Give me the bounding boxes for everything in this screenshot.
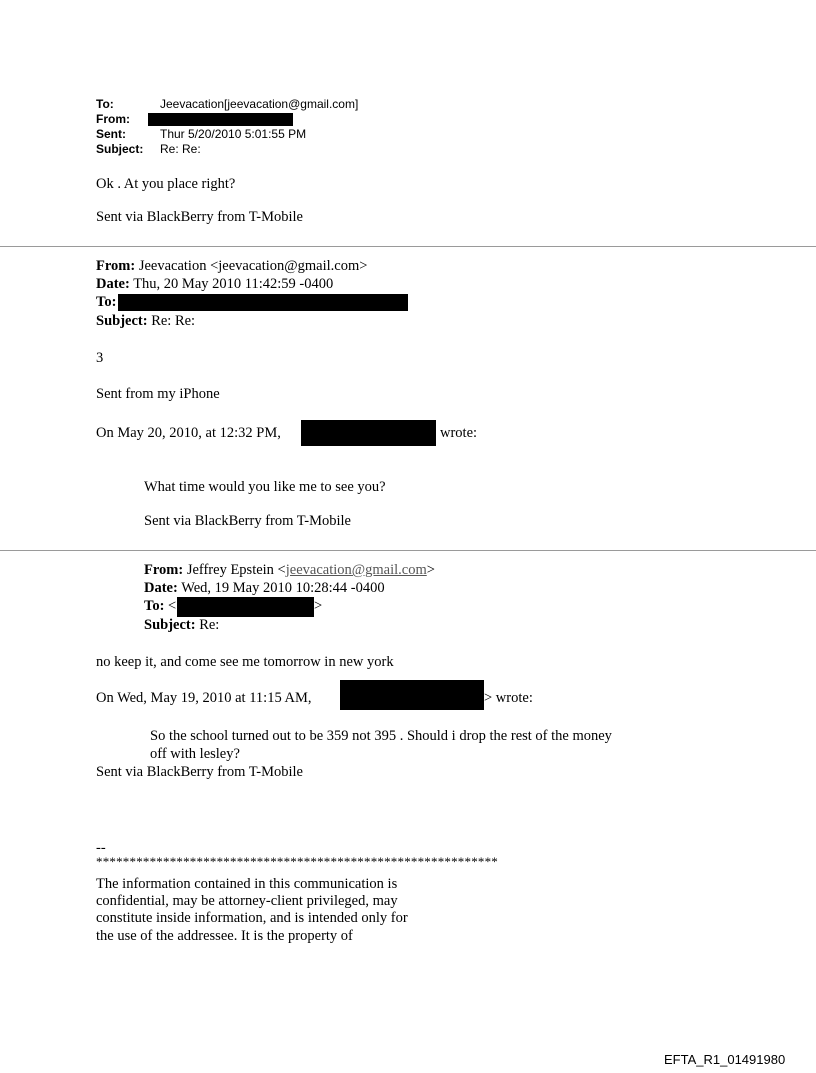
msg3-quote-intro-pre: On Wed, May 19, 2010 at 11:15 AM, [96,690,312,706]
disclaimer-line: constitute inside information, and is intended only for [96,910,408,926]
date-label: Date: [96,276,130,292]
document-id: EFTA_R1_01491980 [664,1052,786,1067]
msg3-signature: Sent via BlackBerry from T-Mobile [96,764,303,780]
to-label: To: [96,97,114,111]
from-label: From: [96,258,136,274]
sent-label: Sent: [96,127,126,141]
msg3-to-line [144,598,176,615]
msg3-quoted-line-2: off with lesley? [150,746,240,762]
msg2-quoted-signature: Sent via BlackBerry from T-Mobile [144,513,351,529]
msg2-date-line [96,276,333,293]
redaction-box [118,294,408,311]
subject-label: Subject: [144,617,196,633]
msg2-body: 3 [96,350,104,366]
from-label: From: [144,562,184,578]
redaction-box [177,597,314,617]
msg3-quoted-line-1: So the school turned out to be 359 not 395 . Should i drop the rest of the money [150,728,612,744]
msg1-subject-line [96,143,201,156]
subject-value: Re: Re: [151,313,196,329]
sent-value: Thur 5/20/2010 5:01:55 PM [160,127,307,141]
redaction-box [301,420,436,446]
msg3-date-line [144,580,385,597]
msg3-subject-line [144,617,219,634]
separator-rule [0,550,816,551]
subject-value: Re: Re: [160,142,201,156]
subject-value: Re: [199,617,220,633]
msg2-from-line [96,258,367,275]
from-close: > [426,562,435,578]
date-label: Date: [144,580,178,596]
redaction-box [148,113,293,126]
date-value: Wed, 19 May 2010 10:28:44 -0400 [181,580,385,596]
msg3-from-line [144,562,435,579]
from-label: From: [96,112,130,126]
disclaimer-line: The information contained in this communication is [96,876,398,892]
to-open: < [168,598,177,614]
msg3-body: no keep it, and come see me tomorrow in new york [96,654,394,670]
subject-label: Subject: [96,142,144,156]
to-label: To: [144,598,165,614]
msg1-to-line [96,98,358,111]
msg1-signature: Sent via BlackBerry from T-Mobile [96,209,303,225]
asterisk-divider: ************************************************************ [96,854,498,869]
subject-label: Subject: [96,313,148,329]
disclaimer-line: the use of the addressee. It is the property of [96,928,353,944]
signature-dashes: -- [96,840,106,856]
to-value: Jeevacation[jeevacation@gmail.com] [160,97,359,111]
msg2-quote-intro-post: wrote: [440,425,478,441]
separator-rule [0,246,816,247]
from-email-link[interactable]: jeevacation@gmail.com [285,562,427,578]
msg1-sent-line [96,128,306,141]
msg2-subject-line [96,313,195,330]
msg2-quoted-body: What time would you like me to see you? [144,479,386,495]
from-name: Jeffrey Epstein < [186,562,286,578]
redaction-box [340,680,484,710]
disclaimer-line: confidential, may be attorney-client privileged, may [96,893,398,909]
msg3-quote-intro-post: > wrote: [484,690,533,706]
msg2-to-line [96,294,116,311]
to-label: To: [96,294,117,310]
from-value: Jeevacation <jeevacation@gmail.com> [138,258,368,274]
msg1-body: Ok . At you place right? [96,176,236,192]
msg2-signature: Sent from my iPhone [96,386,220,402]
msg3-to-close: > [314,598,323,614]
date-value: Thu, 20 May 2010 11:42:59 -0400 [133,276,334,292]
msg2-quote-intro-pre: On May 20, 2010, at 12:32 PM, [96,425,281,441]
